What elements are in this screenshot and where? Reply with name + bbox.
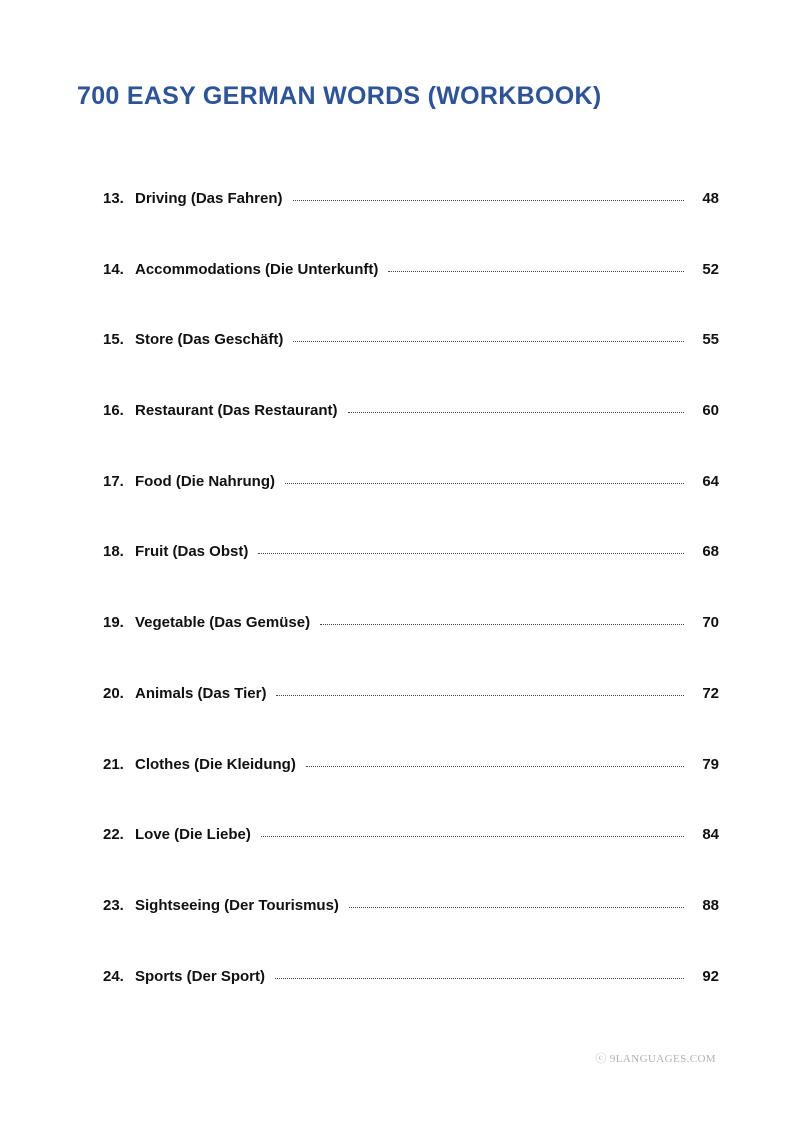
toc-entry-number: 14. [103,260,124,278]
toc-entry-title: Food (Die Nahrung) [135,472,275,490]
toc-entry-number: 23. [103,896,124,914]
toc-entry-title: Driving (Das Fahren) [135,190,283,207]
dotted-leader [388,271,684,272]
toc-entry-title: Sports (Der Sport) [135,967,266,985]
toc-entry-title: Animals (Das Tier) [135,684,267,702]
toc-entry[interactable] [103,968,719,1039]
toc-entry[interactable] [103,331,719,402]
toc-entry[interactable] [103,756,719,827]
toc-entry-page: 84 [702,826,719,844]
dotted-leader [349,907,684,908]
toc-entry[interactable] [103,897,719,968]
toc-entry-title: Clothes (Die Kleidung) [135,755,296,773]
toc-entry[interactable] [103,614,719,685]
dotted-leader [258,553,684,554]
toc-entry[interactable] [103,190,719,261]
toc-entry[interactable] [103,685,719,756]
toc-entry-number: 19. [103,614,124,632]
toc-entry-page: 68 [702,543,719,561]
dotted-leader [293,200,684,201]
toc-entry-number: 18. [103,543,124,561]
toc-entry-page: 52 [702,260,719,278]
dotted-leader [275,978,684,979]
toc-entry-number: 17. [103,472,124,490]
dotted-leader [285,483,684,484]
toc-entry[interactable] [103,543,719,614]
toc-entry[interactable] [103,402,719,473]
dotted-leader [293,341,684,342]
toc-entry-page: 88 [702,896,719,914]
dotted-leader [261,836,684,837]
page-title: 700 EASY GERMAN WORDS (WORKBOOK) [77,82,602,110]
toc-entry-title: Fruit (Das Obst) [135,543,249,561]
dotted-leader [276,695,684,696]
toc-entry-page: 72 [702,684,719,702]
toc-entry-title: Restaurant (Das Restaurant) [135,402,338,420]
toc-entry-page: 60 [702,402,719,420]
table-of-contents [103,190,719,1038]
toc-entry[interactable] [103,473,719,544]
toc-entry-page: 70 [702,614,719,632]
toc-entry-title: Love (Die Liebe) [135,826,251,844]
toc-entry-number: 20. [103,684,124,702]
toc-entry-page: 79 [702,755,719,773]
toc-entry-page: 64 [702,472,719,490]
dotted-leader [306,766,684,767]
toc-entry[interactable] [103,261,719,332]
toc-entry-page: 92 [702,967,719,985]
toc-entry-number: 21. [103,755,124,773]
toc-entry-number: 16. [103,402,124,420]
toc-entry-page: 55 [702,331,719,349]
copyright-notice: ⓒ 9LANGUAGES.COM [595,1053,716,1065]
toc-entry-number: 13. [103,190,124,207]
toc-entry-title: Accommodations (Die Unterkunft) [135,260,379,278]
dotted-leader [348,412,684,413]
toc-entry-page: 48 [702,190,719,207]
dotted-leader [320,624,684,625]
toc-entry-number: 22. [103,826,124,844]
toc-entry-title: Sightseeing (Der Tourismus) [135,896,339,914]
toc-entry-number: 24. [103,967,124,985]
toc-entry-title: Vegetable (Das Gemüse) [135,614,311,632]
toc-entry-number: 15. [103,331,124,349]
toc-entry[interactable] [103,826,719,897]
toc-entry-title: Store (Das Geschäft) [135,331,284,349]
